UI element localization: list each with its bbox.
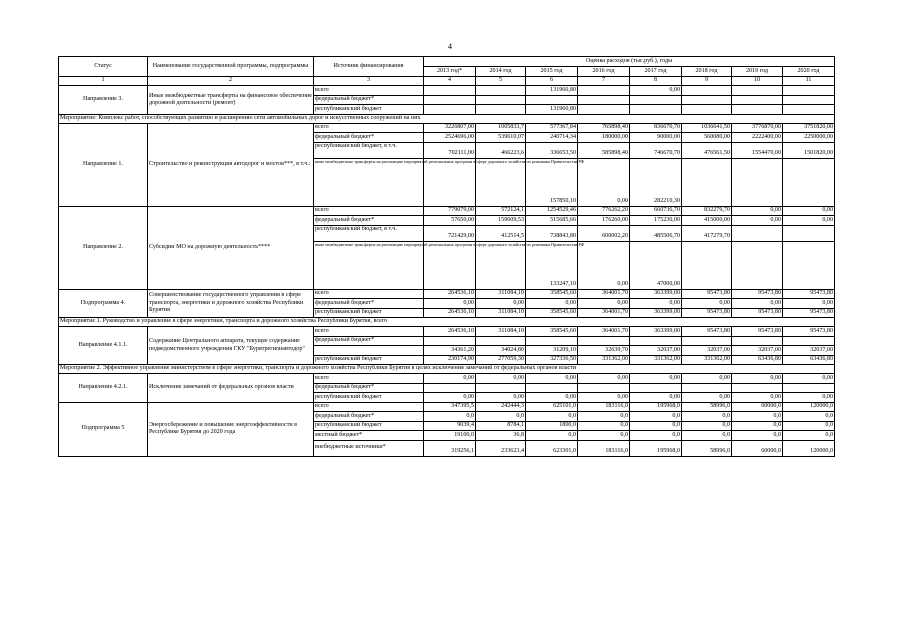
- value-cell: 95473,80: [783, 308, 835, 318]
- value-cell: 625101,0: [526, 402, 578, 412]
- funding-source-cell: республиканский бюджет, в т.ч.: [314, 142, 424, 158]
- value-cell: [578, 336, 630, 346]
- value-cell: 47000,00: [630, 241, 682, 289]
- value-cell: 230174,90: [424, 355, 476, 365]
- value-cell: 8784,1: [476, 421, 526, 431]
- value-cell: 19100,0: [424, 431, 476, 441]
- value-cell: [578, 86, 630, 96]
- value-cell: 0,0: [732, 412, 783, 422]
- table-row: [59, 327, 835, 337]
- value-cell: 1036641,50: [682, 123, 732, 133]
- value-cell: 95473,80: [783, 327, 835, 337]
- value-cell: [783, 241, 835, 289]
- value-cell: [783, 158, 835, 206]
- value-cell: 515685,66: [526, 216, 578, 226]
- header-year: 2017 год: [630, 67, 682, 77]
- value-cell: 1254529,46: [526, 206, 578, 216]
- funding-source-cell: всего: [314, 374, 424, 384]
- value-cell: 0,00: [476, 393, 526, 403]
- value-cell: [476, 105, 526, 115]
- value-cell: 776262,20: [578, 206, 630, 216]
- value-cell: 0,00: [732, 393, 783, 403]
- value-cell: 572124,1: [476, 206, 526, 216]
- value-cell: 0,00: [424, 299, 476, 309]
- value-cell: [476, 95, 526, 105]
- funding-source-cell: федеральный бюджет*: [314, 95, 424, 105]
- value-cell: [682, 105, 732, 115]
- event-row: [59, 365, 835, 374]
- value-cell: 0,0: [783, 431, 835, 441]
- column-number: 4: [424, 77, 476, 86]
- value-cell: 2222400,00: [732, 133, 783, 143]
- value-cell: [424, 241, 476, 289]
- value-cell: 0,00: [783, 299, 835, 309]
- value-cell: 0,00: [732, 216, 783, 226]
- value-cell: 0,00: [682, 374, 732, 384]
- value-cell: [783, 383, 835, 393]
- status-cell: Подпрограмма 4.: [59, 289, 148, 318]
- value-cell: [476, 336, 526, 346]
- value-cell: [578, 383, 630, 393]
- value-cell: 623301,0: [526, 440, 578, 456]
- value-cell: 34024,80: [476, 346, 526, 356]
- value-cell: 363399,00: [630, 327, 682, 337]
- value-cell: [424, 158, 476, 206]
- funding-source-cell: федеральный бюджет*: [314, 133, 424, 143]
- value-cell: 0,0: [578, 421, 630, 431]
- funding-source-cell: всего: [314, 327, 424, 337]
- value-cell: 364001,70: [578, 327, 630, 337]
- column-number: 8: [630, 77, 682, 86]
- value-cell: [783, 95, 835, 105]
- value-cell: 832279,70: [682, 206, 732, 216]
- value-cell: [476, 383, 526, 393]
- value-cell: 0,0: [476, 412, 526, 422]
- value-cell: [732, 86, 783, 96]
- value-cell: [578, 105, 630, 115]
- value-cell: 0,00: [526, 374, 578, 384]
- table-row: [59, 86, 835, 96]
- value-cell: [732, 105, 783, 115]
- value-cell: [476, 158, 526, 206]
- value-cell: 364001,70: [578, 289, 630, 299]
- funding-source-cell: федеральный бюджет*: [314, 412, 424, 422]
- value-cell: 738843,80: [526, 225, 578, 241]
- value-cell: 0,0: [526, 431, 578, 441]
- program-name-cell: Субсидии МО на дорожную деятельность****: [148, 206, 314, 289]
- funding-source-cell: всего: [314, 206, 424, 216]
- value-cell: 779079,00: [424, 206, 476, 216]
- value-cell: 836670,70: [630, 123, 682, 133]
- value-cell: 131960,80: [526, 105, 578, 115]
- header-year: 2015 год: [526, 67, 578, 77]
- value-cell: 0,00: [526, 299, 578, 309]
- table-row: [59, 206, 835, 216]
- value-cell: 3226807,00: [424, 123, 476, 133]
- value-cell: [732, 383, 783, 393]
- value-cell: [424, 86, 476, 96]
- value-cell: 264536,10: [424, 289, 476, 299]
- value-cell: [424, 95, 476, 105]
- value-cell: 358545,60: [526, 327, 578, 337]
- value-cell: 57650,00: [424, 216, 476, 226]
- value-cell: 412514,5: [476, 225, 526, 241]
- value-cell: 0,00: [526, 393, 578, 403]
- value-cell: 0,00: [783, 374, 835, 384]
- funding-source-cell: республиканский бюджет: [314, 105, 424, 115]
- value-cell: [424, 336, 476, 346]
- event-row: [59, 114, 835, 123]
- value-cell: 195968,0: [630, 440, 682, 456]
- funding-source-cell: иные межбюджетные трансферты на реализацию мероприятий региональных программ в сфере дорожного хозяйства по решениям Правительства РФ: [314, 158, 424, 206]
- table-row: [59, 289, 835, 299]
- value-cell: [526, 336, 578, 346]
- value-cell: 417279,70: [682, 225, 732, 241]
- value-cell: 0,0: [526, 412, 578, 422]
- value-cell: 95473,80: [682, 289, 732, 299]
- value-cell: 95473,80: [732, 327, 783, 337]
- value-cell: 32639,70: [578, 346, 630, 356]
- value-cell: 34361,20: [424, 346, 476, 356]
- value-cell: 176260,00: [578, 216, 630, 226]
- value-cell: 0,00: [783, 216, 835, 226]
- value-cell: [732, 241, 783, 289]
- value-cell: 702111,00: [424, 142, 476, 158]
- column-number: 5: [476, 77, 526, 86]
- value-cell: 0,0: [682, 421, 732, 431]
- funding-source-cell: всего: [314, 123, 424, 133]
- value-cell: 0,00: [630, 374, 682, 384]
- funding-source-cell: [314, 346, 424, 356]
- value-cell: 60000,0: [732, 402, 783, 412]
- value-cell: 60000,0: [732, 440, 783, 456]
- funding-source-cell: иные межбюджетные трансферты на реализацию мероприятий региональных программ в сфере дорожного хозяйства по решениям Правительства РФ: [314, 241, 424, 289]
- value-cell: 120000,0: [783, 402, 835, 412]
- value-cell: 58996,0: [682, 440, 732, 456]
- value-cell: 1501820,00: [783, 142, 835, 158]
- value-cell: 0,00: [682, 393, 732, 403]
- funding-source-cell: федеральный бюджет*: [314, 336, 424, 346]
- value-cell: [783, 105, 835, 115]
- header-year: 2016 год: [578, 67, 630, 77]
- value-cell: [682, 158, 732, 206]
- value-cell: 95473,80: [682, 327, 732, 337]
- value-cell: [476, 241, 526, 289]
- value-cell: 95473,80: [783, 289, 835, 299]
- value-cell: 311084,10: [476, 327, 526, 337]
- status-cell: Направление 1.: [59, 123, 148, 206]
- value-cell: 600002,20: [578, 225, 630, 241]
- value-cell: 0,0: [732, 421, 783, 431]
- value-cell: [783, 225, 835, 241]
- value-cell: 32037,00: [682, 346, 732, 356]
- table-row: [59, 123, 835, 133]
- value-cell: 0,00: [732, 299, 783, 309]
- value-cell: [682, 383, 732, 393]
- value-cell: 347395,5: [424, 402, 476, 412]
- value-cell: 746670,70: [630, 142, 682, 158]
- value-cell: 577367,84: [526, 123, 578, 133]
- header-year: 2014 год: [476, 67, 526, 77]
- column-number: 6: [526, 77, 578, 86]
- value-cell: 0,00: [424, 374, 476, 384]
- value-cell: 175230,00: [630, 216, 682, 226]
- funding-source-cell: федеральный бюджет*: [314, 216, 424, 226]
- program-name-cell: Энергосбережение и повышение энергоэффективности в Республике Бурятия до 2020 года: [148, 402, 314, 456]
- value-cell: 95473,80: [682, 308, 732, 318]
- value-cell: 311084,10: [476, 308, 526, 318]
- value-cell: 277059,30: [476, 355, 526, 365]
- value-cell: [732, 336, 783, 346]
- column-number: 1: [59, 77, 148, 86]
- value-cell: 0,0: [578, 431, 630, 441]
- value-cell: [476, 86, 526, 96]
- header-year: 2019 год: [732, 67, 783, 77]
- value-cell: 0,00: [424, 393, 476, 403]
- event-title: Мероприятие 1. Руководство и управление в сфере энергетики, транспорта и дорожного хозяйства Республики Бурятия, всего: [59, 318, 835, 327]
- value-cell: [630, 105, 682, 115]
- value-cell: [682, 241, 732, 289]
- header-source: Источник финансирования: [314, 57, 424, 77]
- event-row: [59, 318, 835, 327]
- value-cell: 336653,50: [526, 142, 578, 158]
- value-cell: 63436,80: [732, 355, 783, 365]
- value-cell: [732, 225, 783, 241]
- value-cell: 1800,0: [526, 421, 578, 431]
- header-year: 2020 год: [783, 67, 835, 77]
- value-cell: 2250000,00: [783, 133, 835, 143]
- program-name-cell: Иные межбюджетные трансферты на финансовое обеспечение дорожной деятельности (ремонт): [148, 86, 314, 115]
- value-cell: [630, 95, 682, 105]
- value-cell: 95473,80: [732, 289, 783, 299]
- value-cell: 327336,50: [526, 355, 578, 365]
- funding-source-cell: республиканский бюджет, в т.ч.: [314, 225, 424, 241]
- value-cell: 331362,00: [630, 355, 682, 365]
- value-cell: 36,8: [476, 431, 526, 441]
- value-cell: 9039,4: [424, 421, 476, 431]
- value-cell: 311084,10: [476, 289, 526, 299]
- value-cell: 0,0: [578, 412, 630, 422]
- value-cell: 0,00: [578, 374, 630, 384]
- funding-source-cell: внебюджетные источники*: [314, 440, 424, 456]
- column-number: 11: [783, 77, 835, 86]
- table-row: [59, 402, 835, 412]
- value-cell: 3751820,00: [783, 123, 835, 133]
- value-cell: 0,00: [578, 393, 630, 403]
- value-cell: 3776870,00: [732, 123, 783, 133]
- value-cell: 58996,0: [682, 402, 732, 412]
- value-cell: 363399,00: [630, 308, 682, 318]
- value-cell: 0,00: [682, 299, 732, 309]
- value-cell: 0,00: [578, 158, 630, 206]
- program-name-cell: Исключение замечаний от федеральных органов власти: [148, 374, 314, 403]
- column-number: 3: [314, 77, 424, 86]
- value-cell: [682, 336, 732, 346]
- value-cell: [732, 158, 783, 206]
- value-cell: 95473,80: [732, 308, 783, 318]
- value-cell: [526, 383, 578, 393]
- column-number: 7: [578, 77, 630, 86]
- page-number: 4: [448, 42, 452, 51]
- funding-source-cell: республиканский бюджет: [314, 421, 424, 431]
- value-cell: 363399,00: [630, 289, 682, 299]
- value-cell: 183116,0: [578, 440, 630, 456]
- value-cell: 466223,6: [476, 142, 526, 158]
- funding-source-cell: республиканский бюджет: [314, 393, 424, 403]
- value-cell: 0,0: [783, 421, 835, 431]
- value-cell: 585898,40: [578, 142, 630, 158]
- value-cell: 319256,1: [424, 440, 476, 456]
- value-cell: 0,0: [682, 431, 732, 441]
- financing-table: [58, 56, 835, 457]
- funding-source-cell: республиканский бюджет: [314, 308, 424, 318]
- value-cell: 264536,10: [424, 308, 476, 318]
- value-cell: 282210,30: [630, 158, 682, 206]
- funding-source-cell: республиканский бюджет: [314, 355, 424, 365]
- value-cell: 0,0: [630, 421, 682, 431]
- value-cell: 765898,40: [578, 123, 630, 133]
- value-cell: 485506,70: [630, 225, 682, 241]
- column-number: 2: [148, 77, 314, 86]
- value-cell: 0,00: [732, 206, 783, 216]
- value-cell: 0,00: [578, 241, 630, 289]
- value-cell: 90000,00: [630, 133, 682, 143]
- value-cell: 180000,00: [578, 133, 630, 143]
- value-cell: 264536,10: [424, 327, 476, 337]
- value-cell: 157850,10: [526, 158, 578, 206]
- value-cell: 0,0: [424, 412, 476, 422]
- value-cell: 63436,80: [783, 355, 835, 365]
- value-cell: 0,00: [783, 393, 835, 403]
- status-cell: Направление 3.: [59, 86, 148, 115]
- value-cell: 0,0: [630, 431, 682, 441]
- funding-source-cell: федеральный бюджет*: [314, 299, 424, 309]
- value-cell: 32037,00: [783, 346, 835, 356]
- value-cell: [732, 95, 783, 105]
- value-cell: 1005833,7: [476, 123, 526, 133]
- value-cell: 0,00: [630, 86, 682, 96]
- value-cell: 358545,60: [526, 289, 578, 299]
- value-cell: 0,0: [682, 412, 732, 422]
- event-title: Мероприятие 2. Эффективное управление министерством в сфере энергетики, транспорта и дорожного хозяйства Республики Бурятия в целях исключения замечаний от федеральных органов власти: [59, 365, 835, 374]
- header-status: Статус: [59, 57, 148, 77]
- value-cell: 0,0: [732, 431, 783, 441]
- value-cell: 0,00: [476, 374, 526, 384]
- value-cell: [424, 383, 476, 393]
- value-cell: [682, 86, 732, 96]
- funding-source-cell: федеральный бюджет*: [314, 383, 424, 393]
- value-cell: 0,00: [783, 206, 835, 216]
- value-cell: 133247,10: [526, 241, 578, 289]
- value-cell: 0,00: [630, 393, 682, 403]
- value-cell: 0,00: [630, 299, 682, 309]
- value-cell: 539610,07: [476, 133, 526, 143]
- value-cell: 358545,60: [526, 308, 578, 318]
- value-cell: 0,0: [630, 412, 682, 422]
- value-cell: [630, 336, 682, 346]
- funding-source-cell: местный бюджет*: [314, 431, 424, 441]
- header-program: Наименование государственной программы, подпрограммы: [148, 57, 314, 77]
- header-year: 2013 год*: [424, 67, 476, 77]
- value-cell: 131960,80: [526, 86, 578, 96]
- value-cell: 476561,50: [682, 142, 732, 158]
- value-cell: 0,00: [578, 299, 630, 309]
- value-cell: 331362,00: [682, 355, 732, 365]
- funding-source-cell: всего: [314, 86, 424, 96]
- value-cell: 32037,00: [630, 346, 682, 356]
- value-cell: [630, 383, 682, 393]
- funding-source-cell: всего: [314, 289, 424, 299]
- value-cell: 721429,00: [424, 225, 476, 241]
- program-name-cell: Совершенствование государственного управления в сфере транспорта, энергетики и дорожного хозяйства Республики Бурятия: [148, 289, 314, 318]
- value-cell: 1554470,00: [732, 142, 783, 158]
- value-cell: 0,0: [783, 412, 835, 422]
- value-cell: 240714,34: [526, 133, 578, 143]
- column-number: 9: [682, 77, 732, 86]
- value-cell: [682, 95, 732, 105]
- value-cell: 195968,0: [630, 402, 682, 412]
- program-name-cell: Строительство и реконструкция автодорог и мостов***, в т.ч.:: [148, 123, 314, 206]
- value-cell: 242444,3: [476, 402, 526, 412]
- value-cell: 31209,10: [526, 346, 578, 356]
- value-cell: 32037,00: [732, 346, 783, 356]
- value-cell: [526, 95, 578, 105]
- value-cell: [578, 95, 630, 105]
- status-cell: Подпрограмма 5: [59, 402, 148, 456]
- value-cell: [783, 336, 835, 346]
- program-name-cell: Содержание Центрального аппарата, текущее содержание подведомственного учреждения ГКУ "Бурятрегионавтодор": [148, 327, 314, 365]
- value-cell: 159609,53: [476, 216, 526, 226]
- value-cell: [424, 105, 476, 115]
- value-cell: 0,00: [732, 374, 783, 384]
- header-year: 2018 год: [682, 67, 732, 77]
- value-cell: 183116,0: [578, 402, 630, 412]
- status-cell: Направление 2.: [59, 206, 148, 289]
- value-cell: 660736,70: [630, 206, 682, 216]
- value-cell: 0,00: [476, 299, 526, 309]
- value-cell: 120000,0: [783, 440, 835, 456]
- value-cell: 2524696,00: [424, 133, 476, 143]
- table-row: [59, 374, 835, 384]
- event-title: Мероприятие: Комплекс работ, способствующих развитию и расширению сети автомобильных дорог и искусственных сооружений на них: [59, 114, 835, 123]
- value-cell: 364001,70: [578, 308, 630, 318]
- column-number: 10: [732, 77, 783, 86]
- value-cell: [783, 86, 835, 96]
- status-cell: Направление 4.2.1.: [59, 374, 148, 403]
- value-cell: 560080,00: [682, 133, 732, 143]
- header-estimate: Оценка расходов (тыс.руб.), годы: [424, 57, 835, 67]
- value-cell: 415000,00: [682, 216, 732, 226]
- value-cell: 331362,00: [578, 355, 630, 365]
- status-cell: Направление 4.1.1.: [59, 327, 148, 365]
- funding-source-cell: всего: [314, 402, 424, 412]
- value-cell: 233623,4: [476, 440, 526, 456]
